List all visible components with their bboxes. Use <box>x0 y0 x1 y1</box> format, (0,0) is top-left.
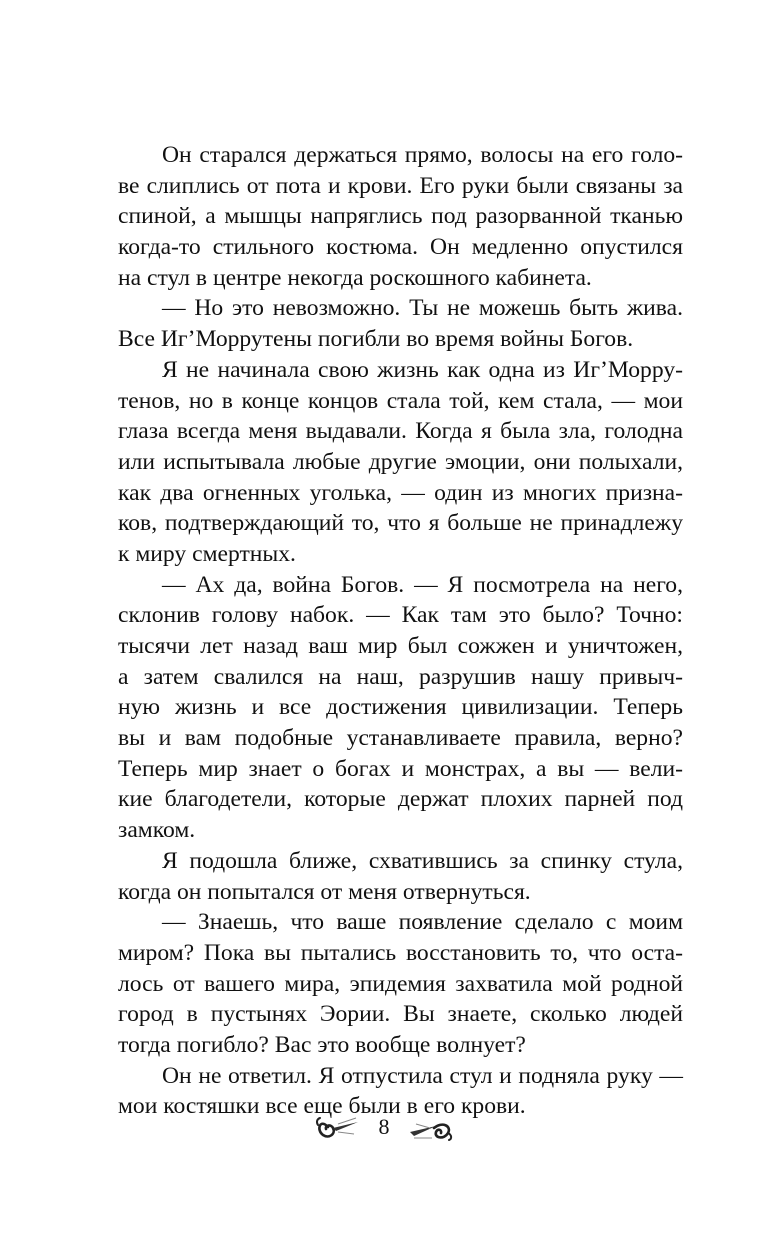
text-line: как два огненных уголька, — один из многих призна- <box>118 479 683 506</box>
text-line: Все Иг’Моррутены погибли во время войны Богов. <box>118 326 634 353</box>
page-footer <box>0 1112 768 1142</box>
text-line: лось от вашего мира, эпидемия захватила мой родной <box>118 970 683 997</box>
text-line: миром? Пока вы пытались восстановить то, что оста- <box>118 939 683 966</box>
text-line: Я не начинала свою жизнь как одна из Иг’Морру- <box>162 356 683 383</box>
text-line: — Ах да, война Богов. — Я посмотрела на него, <box>162 571 683 598</box>
text-line: замком. <box>118 817 196 844</box>
text-line: когда-то стильного костюма. Он медленно опустился <box>118 234 683 261</box>
text-line: тысячи лет назад ваш мир был сожжен и уничтожен, <box>118 633 683 659</box>
text-line: тенов, но в конце концов стала той, кем стала, — мои <box>118 387 683 414</box>
text-line: ную жизнь и все достижения цивилизации. Теперь <box>118 694 683 721</box>
flourish-left-icon <box>314 1112 360 1142</box>
text-line: к миру смертных. <box>118 540 296 567</box>
text-line: спиной, а мышцы напряглись под разорванной тканью <box>118 203 683 230</box>
text-line: Он старался держаться прямо, волосы на его голо- <box>162 142 683 168</box>
text-line: — Знаешь, что ваше появление сделало с моим <box>162 909 683 936</box>
text-line: а затем свалился на наш, разрушив нашу привыч- <box>118 663 683 690</box>
text-line: мои костяшки все еще были в его крови. <box>118 1093 526 1120</box>
text-line: ков, подтверждающий то, что я больше не принадлежу <box>118 510 683 537</box>
text-line: — Но это невозможно. Ты не можешь быть жива. <box>162 295 683 322</box>
text-line: Он не ответил. Я отпустила стул и подняла руку — <box>162 1062 683 1089</box>
text-line: или испытывала любые другие эмоции, они полыхали, <box>118 448 683 475</box>
text-line: Теперь мир знает о богах и монстрах, а вы — вели- <box>118 755 683 782</box>
text-line: склонив голову набок. — Как там это было? Точно: <box>118 602 683 629</box>
flourish-right-icon <box>408 1112 454 1142</box>
text-line: Я подошла ближе, схватившись за спинку стула, <box>162 847 683 874</box>
text-line: город в пустынях Эории. Вы знаете, сколько людей <box>118 1001 683 1028</box>
text-line: глаза всегда меня выдавали. Когда я была зла, голодна <box>118 418 683 445</box>
text-line: ве слиплись от пота и крови. Его руки были связаны за <box>118 172 683 199</box>
text-line: на стул в центре некогда роскошного кабинета. <box>118 264 592 291</box>
text-line: тогда погибло? Вас это вообще волнует? <box>118 1031 526 1058</box>
page-number: 8 <box>378 1114 390 1139</box>
body-text <box>118 140 683 1122</box>
text-line: когда он попытался от меня отвернуться. <box>118 878 531 905</box>
text-line: вы и вам подобные устанавливаете правила, верно? <box>118 725 683 752</box>
text-line: кие благодетели, которые держат плохих парней под <box>118 786 683 813</box>
